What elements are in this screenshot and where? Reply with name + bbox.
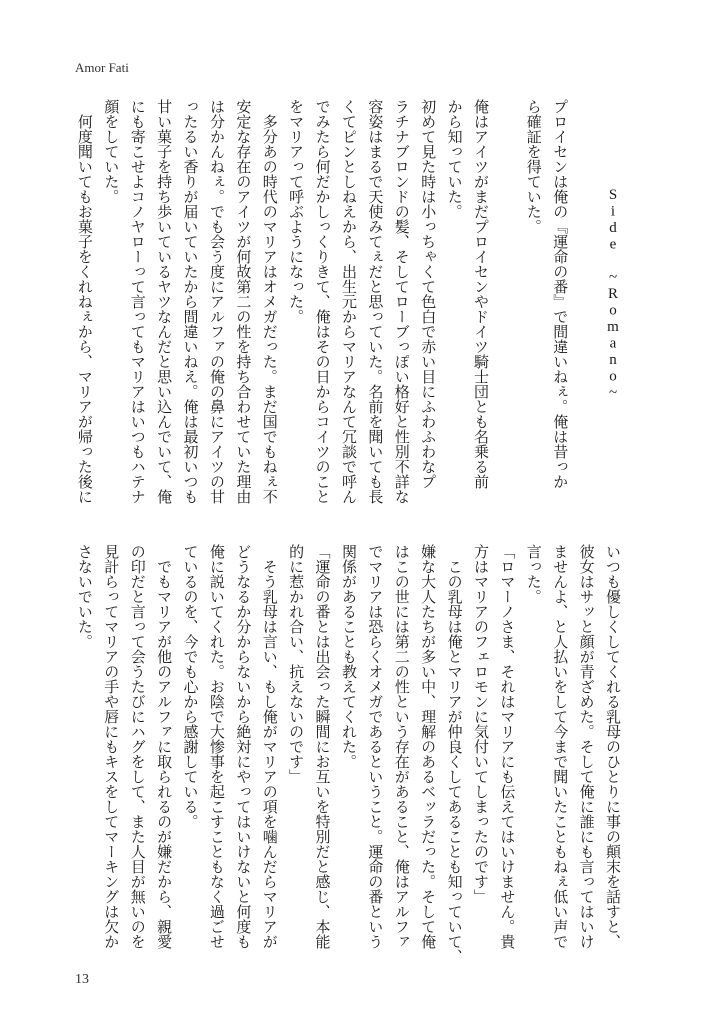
text-line: さないでいた。 xyxy=(75,544,94,649)
text-line: でもマリアが他のアルファに取られるのが嫌だから、親愛 xyxy=(155,544,174,949)
text-line: ら確証を得ていた。 xyxy=(524,99,543,234)
text-line: 甘い菓子を持ち歩いているヤツなんだと思い込んでいて、俺 xyxy=(155,99,174,504)
text-line: 見計らってマリアの手や唇にもキスをしてマーキングは欠か xyxy=(102,544,121,949)
text-line: はこの世には第二の性という存在があること、俺はアルファ xyxy=(392,544,411,949)
text-line: 関係があることも教えてくれた。 xyxy=(339,544,358,769)
text-line: の印だと言って会うたびにハグをして、また人目が無いのを xyxy=(128,544,147,949)
blank-line xyxy=(573,99,599,509)
text-line xyxy=(494,99,520,509)
text-line: をマリアって呼ぶようになった。 xyxy=(287,99,306,324)
text-line: 俺に説いてくれた。お陰で大惨事を起こすこともなく過ごせ xyxy=(207,544,226,949)
running-title: Amor Fati xyxy=(75,60,129,75)
text-line: にも寄こせよコノヤローって言ってもマリアはいつもハテナ xyxy=(128,99,147,504)
text-line: ているのを、今でも心から感謝している。 xyxy=(181,544,200,829)
text-line: 彼女はサッと顔が青ざめた。そして俺に誰にも言ってはいけ xyxy=(577,544,596,949)
text-line: 多分あの時代のマリアはオメガだった。まだ国でもねぇ不 xyxy=(260,99,279,504)
text-line: から知っていた。 xyxy=(445,99,464,219)
text-line: この乳母は俺とマリアが仲良くしてあることも知っていて、 xyxy=(445,544,464,964)
text-line: でみたら何だかしっくりきて、俺はその日からコイツのこと xyxy=(313,99,332,504)
text-line: いつも優しくしてくれる乳母のひとりに事の顛末を話すと、 xyxy=(604,544,622,949)
text-line: 方はマリアのフェロモンに気付いてしまったのです」 xyxy=(471,544,490,904)
text-line: 何度聞いてもお菓子をくれねぇから、マリアが帰った後に xyxy=(75,99,94,504)
text-line: 安定な存在のアイツが何故第二の性を持ち合わせていた理由 xyxy=(234,99,253,504)
text-line: は分かんねぇ。でも会う度にアルファの俺の鼻にアイツの甘 xyxy=(207,99,226,504)
text-line: くてピンとしねえから、出生元からマリアなんて冗談で呼ん xyxy=(339,99,358,504)
chapter-title: Side ~Romano~ xyxy=(605,187,621,402)
page-number: 13 xyxy=(75,972,89,987)
text-line: 俺はアイツがまだプロイセンやドイツ騎士団とも名乗る前 xyxy=(472,99,490,489)
text-line: プロイセンは俺の『運命の番』で間違いねぇ。俺は昔っか xyxy=(551,99,570,489)
text-line: 顔をしていた。 xyxy=(102,99,121,204)
text-line: どうなるか分からないから絶対にやってはいけないと何度も xyxy=(234,544,253,949)
text-line: 「運命の番とは出会った瞬間にお互いを特別だと感じ、本能 xyxy=(313,544,332,949)
text-line: 嫌な大人たちが多い中、理解のあるベッラだった。そして俺 xyxy=(419,544,438,949)
text-line: そう乳母は言い、もし俺がマリアの項を噛んだらマリアが xyxy=(260,544,279,949)
text-line: ったるい香りが届いていたから間違いねえ。俺は最初いつも xyxy=(181,99,200,504)
text-line: 初めて見た時は小っちゃくて色白で赤い目にふわふわなプ xyxy=(419,99,438,489)
text-line: 容姿はまるで天使みてぇだと思っていた。名前を聞いても長 xyxy=(366,99,385,504)
text-line: でマリアは恐らくオメガであるということ。運命の番という xyxy=(366,544,385,949)
text-line: 言った。 xyxy=(524,544,543,604)
text-line: ラチナブロンドの髪、そしてローブっぽい格好と性別不詳な xyxy=(392,99,411,504)
text-block-lower xyxy=(71,544,626,964)
text-block-upper xyxy=(72,99,627,509)
text-line: 的に惹かれ合い、抗えないのです」 xyxy=(287,544,306,784)
text-line: 「ロマーノさま、それはマリアにも伝えてはいけません。貴 xyxy=(498,544,517,949)
text-line: ませんよ、と人払いをして今まで聞いたこともねぇ低い声で xyxy=(551,544,570,949)
